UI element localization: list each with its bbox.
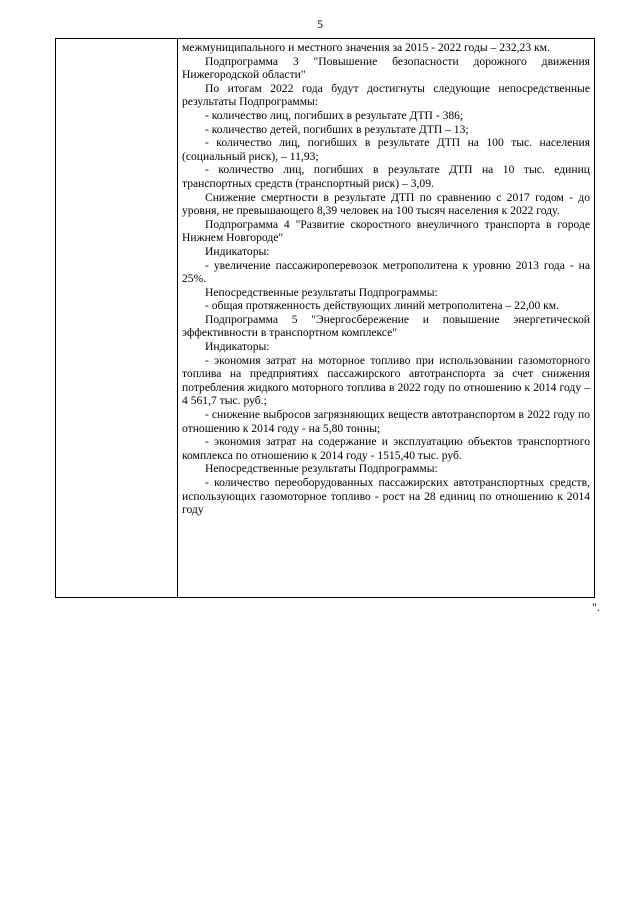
paragraph: Снижение смертности в результате ДТП по сравнению с 2017 годом - до уровня, не превышающего 8,39 человек на 100 тысяч населения к 2022 году.: [182, 190, 590, 218]
results-heading: Непосредственные результаты Подпрограммы:: [205, 285, 438, 299]
subprogram-3-title: Подпрограмма 3 "Повышение безопасности дорожного движения Нижегородской области": [182, 54, 590, 82]
results-heading: Непосредственные результаты Подпрограммы:: [205, 462, 438, 476]
subprogram-4-title: Подпрограмма 4 "Развитие скоростного внеуличного транспорта в городе Нижнем Новгороде": [182, 217, 590, 245]
indicators-heading: Индикаторы:: [205, 244, 270, 258]
list-item: - количество лиц, погибших в результате ДТП на 100 тыс. населения (социальный риск), – 11,93;: [182, 136, 590, 163]
list-item: - увеличение пассажироперевозок метрополитена к уровню 2013 года - на 25%.: [182, 258, 590, 286]
list-item: - количество детей, погибших в результате ДТП – 13;: [205, 122, 469, 136]
paragraph: По итогам 2022 года будут достигнуты следующие непосредственные результаты Подпрограммы:: [182, 81, 590, 109]
subprogram-5-title: Подпрограмма 5 "Энергосбережение и повышение энергетической эффективности в транспортном комплексе": [182, 312, 590, 340]
list-item: - количество лиц, погибших в результате ДТП - 386;: [205, 108, 464, 122]
indicators-heading: Индикаторы:: [205, 340, 270, 354]
program-table: [55, 38, 595, 598]
list-item: - количество переоборудованных пассажирских автотранспортных средств, использующих газомоторное топливо - рост на 28 единиц по отношению к 2014 году: [182, 476, 590, 517]
list-item: - общая протяженность действующих линий метрополитена – 22,00 км.: [205, 299, 560, 313]
page-number: 5: [317, 17, 323, 31]
list-item: - экономия затрат на содержание и эксплуатацию объектов транспортного комплекса по отношению к 2014 году - 1515,40 тыс. руб.: [182, 435, 590, 462]
list-item: - количество лиц, погибших в результате ДТП на 10 тыс. единиц транспортных средств (транспортный риск) – 3,09.: [182, 163, 590, 190]
list-item: - снижение выбросов загрязняющих веществ автотранспортом в 2022 году по отношению к 2014 году - на 5,80 тонны;: [182, 408, 590, 435]
table-left-cell: [56, 39, 178, 597]
paragraph: межмуниципального и местного значения за 2015 - 2022 годы – 232,23 км.: [182, 41, 550, 54]
table-right-cell: [178, 39, 594, 517]
list-item: - экономия затрат на моторное топливо при использовании газомоторного топлива на предприятиях пассажирского автотранспорта за счет снижения потребления жидкого моторного топлива в 2022 году по отношению к 2014 году – 4 561,7 тыс. руб.;: [182, 353, 590, 408]
closing-quote-mark: ".: [592, 600, 600, 614]
